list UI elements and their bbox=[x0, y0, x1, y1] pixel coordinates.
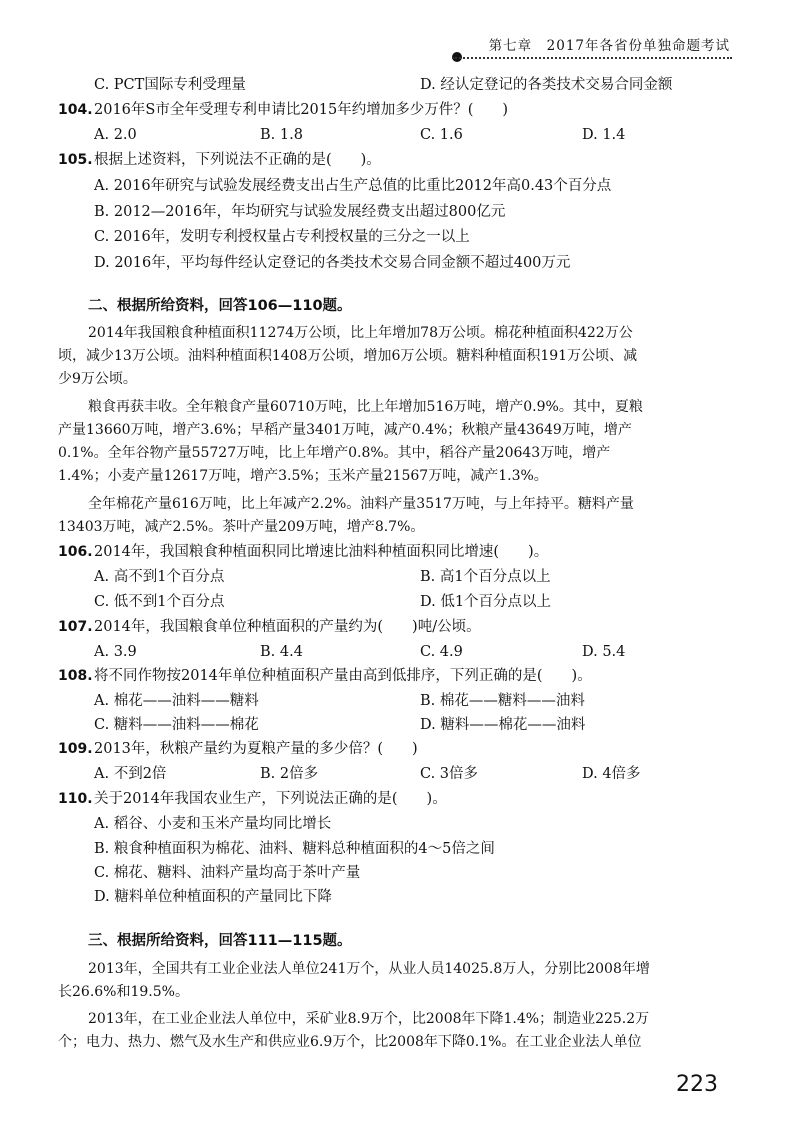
q110-stem: 关于2014年我国农业生产，下列说法正确的是( )。 bbox=[94, 791, 447, 807]
q104-option-c: C. 1.6 bbox=[420, 127, 463, 143]
q106-option-b: B. 高1个百分点以上 bbox=[420, 569, 551, 585]
section-2-paragraph: 少9万公顷。 bbox=[58, 371, 137, 387]
section-2-paragraph: 0.1%。全年谷物产量55727万吨，比上年增产0.8%。其中，稻谷产量20643万吨，增产 bbox=[58, 445, 611, 461]
q107-number: 107. bbox=[58, 619, 93, 635]
q108-option-c: C. 糖料——油料——棉花 bbox=[94, 717, 259, 733]
section-3-paragraph: 2013年，在工业企业法人单位中，采矿业8.9万个，比2008年下降1.4%；制造业225.2万 bbox=[88, 1011, 650, 1027]
q103-option-d: D. 经认定登记的各类技术交易合同金额 bbox=[420, 77, 673, 93]
q105-number: 105. bbox=[58, 152, 93, 168]
q107-option-d: D. 5.4 bbox=[582, 644, 626, 660]
q107-option-c: C. 4.9 bbox=[420, 644, 463, 660]
q108-number: 108. bbox=[58, 668, 93, 684]
q106-stem: 2014年，我国粮食种植面积同比增速比油料种植面积同比增速( )。 bbox=[94, 544, 549, 560]
q108-option-b: B. 棉花——糖料——油料 bbox=[420, 693, 585, 709]
section-2-paragraph: 粮食再获丰收。全年粮食产量60710万吨，比上年增加516万吨，增产0.9%。其中，夏粮 bbox=[88, 399, 643, 415]
running-header: 第七章 2017年各省份单独命题考试 bbox=[488, 38, 730, 54]
header-rule bbox=[452, 57, 732, 59]
q105-option-a: A. 2016年研究与试验发展经费支出占生产总值的比重比2012年高0.43个百分点 bbox=[94, 178, 612, 194]
q104-stem: 2016年S市全年受理专利申请比2015年约增加多少万件？( ) bbox=[94, 102, 509, 118]
q109-option-c: C. 3倍多 bbox=[420, 766, 479, 782]
q110-option-b: B. 粮食种植面积为棉花、油料、糖料总种植面积的4～5倍之间 bbox=[94, 841, 495, 857]
q106-option-c: C. 低不到1个百分点 bbox=[94, 594, 225, 610]
q103-option-c: C. PCT国际专利受理量 bbox=[94, 77, 246, 93]
q106-option-a: A. 高不到1个百分点 bbox=[94, 569, 225, 585]
q110-option-d: D. 糖料单位种植面积的产量同比下降 bbox=[94, 889, 332, 905]
q104-number: 104. bbox=[58, 102, 93, 118]
q110-option-a: A. 稻谷、小麦和玉米产量均同比增长 bbox=[94, 816, 332, 832]
q109-number: 109. bbox=[58, 741, 93, 757]
section-3-paragraph: 个；电力、热力、燃气及水生产和供应业6.9万个，比2008年下降0.1%。在工业企业法人单位 bbox=[58, 1034, 642, 1050]
section-3-title: 三、根据所给资料，回答111—115题。 bbox=[88, 933, 352, 949]
q108-stem: 将不同作物按2014年单位种植面积产量由高到低排序，下列正确的是( )。 bbox=[94, 668, 592, 684]
q109-option-a: A. 不到2倍 bbox=[94, 766, 167, 782]
q106-number: 106. bbox=[58, 544, 93, 560]
q104-option-a: A. 2.0 bbox=[94, 127, 137, 143]
q105-option-b: B. 2012—2016年，年均研究与试验发展经费支出超过800亿元 bbox=[94, 204, 506, 220]
section-3-paragraph: 2013年，全国共有工业企业法人单位241万个，从业人员14025.8万人，分别比2008年增 bbox=[88, 961, 650, 977]
q105-option-d: D. 2016年，平均每件经认定登记的各类技术交易合同金额不超过400万元 bbox=[94, 255, 571, 271]
q104-option-b: B. 1.8 bbox=[260, 127, 303, 143]
q110-option-c: C. 棉花、糖料、油料产量均高于茶叶产量 bbox=[94, 865, 361, 881]
q105-option-c: C. 2016年，发明专利授权量占专利授权量的三分之一以上 bbox=[94, 229, 470, 245]
q109-option-d: D. 4倍多 bbox=[582, 766, 641, 782]
q105-stem: 根据上述资料，下列说法不正确的是( )。 bbox=[94, 152, 381, 168]
page-number: 223 bbox=[676, 1072, 718, 1097]
q106-option-d: D. 低1个百分点以上 bbox=[420, 594, 552, 610]
section-2-paragraph: 全年棉花产量616万吨，比上年减产2.2%。油料产量3517万吨，与上年持平。糖料产量 bbox=[88, 496, 634, 512]
section-2-paragraph: 13403万吨，减产2.5%。茶叶产量209万吨，增产8.7%。 bbox=[58, 519, 425, 535]
q104-option-d: D. 1.4 bbox=[582, 127, 626, 143]
q109-option-b: B. 2倍多 bbox=[260, 766, 319, 782]
section-2-paragraph: 产量13660万吨，增产3.6%；早稻产量3401万吨，减产0.4%；秋粮产量43649万吨，增产 bbox=[58, 422, 632, 438]
q109-stem: 2013年，秋粮产量约为夏粮产量的多少倍？( ) bbox=[94, 741, 418, 757]
q107-stem: 2014年，我国粮食单位种植面积的产量约为( )吨/公顷。 bbox=[94, 619, 481, 635]
q107-option-a: A. 3.9 bbox=[94, 644, 137, 660]
q108-option-d: D. 糖料——棉花——油料 bbox=[420, 717, 586, 733]
section-2-paragraph: 顷，减少13万公顷。油料种植面积1408万公顷，增加6万公顷。糖料种植面积191万公顷、减 bbox=[58, 348, 638, 364]
section-2-paragraph: 2014年我国粮食种植面积11274万公顷，比上年增加78万公顷。棉花种植面积422万公 bbox=[88, 325, 633, 341]
section-3-paragraph: 长26.6%和19.5%。 bbox=[58, 984, 189, 1000]
section-2-paragraph: 1.4%；小麦产量12617万吨，增产3.5%；玉米产量21567万吨，减产1.3%。 bbox=[58, 468, 548, 484]
q108-option-a: A. 棉花——油料——糖料 bbox=[94, 693, 259, 709]
section-2-title: 二、根据所给资料，回答106—110题。 bbox=[88, 298, 352, 314]
q110-number: 110. bbox=[58, 791, 93, 807]
q107-option-b: B. 4.4 bbox=[260, 644, 303, 660]
